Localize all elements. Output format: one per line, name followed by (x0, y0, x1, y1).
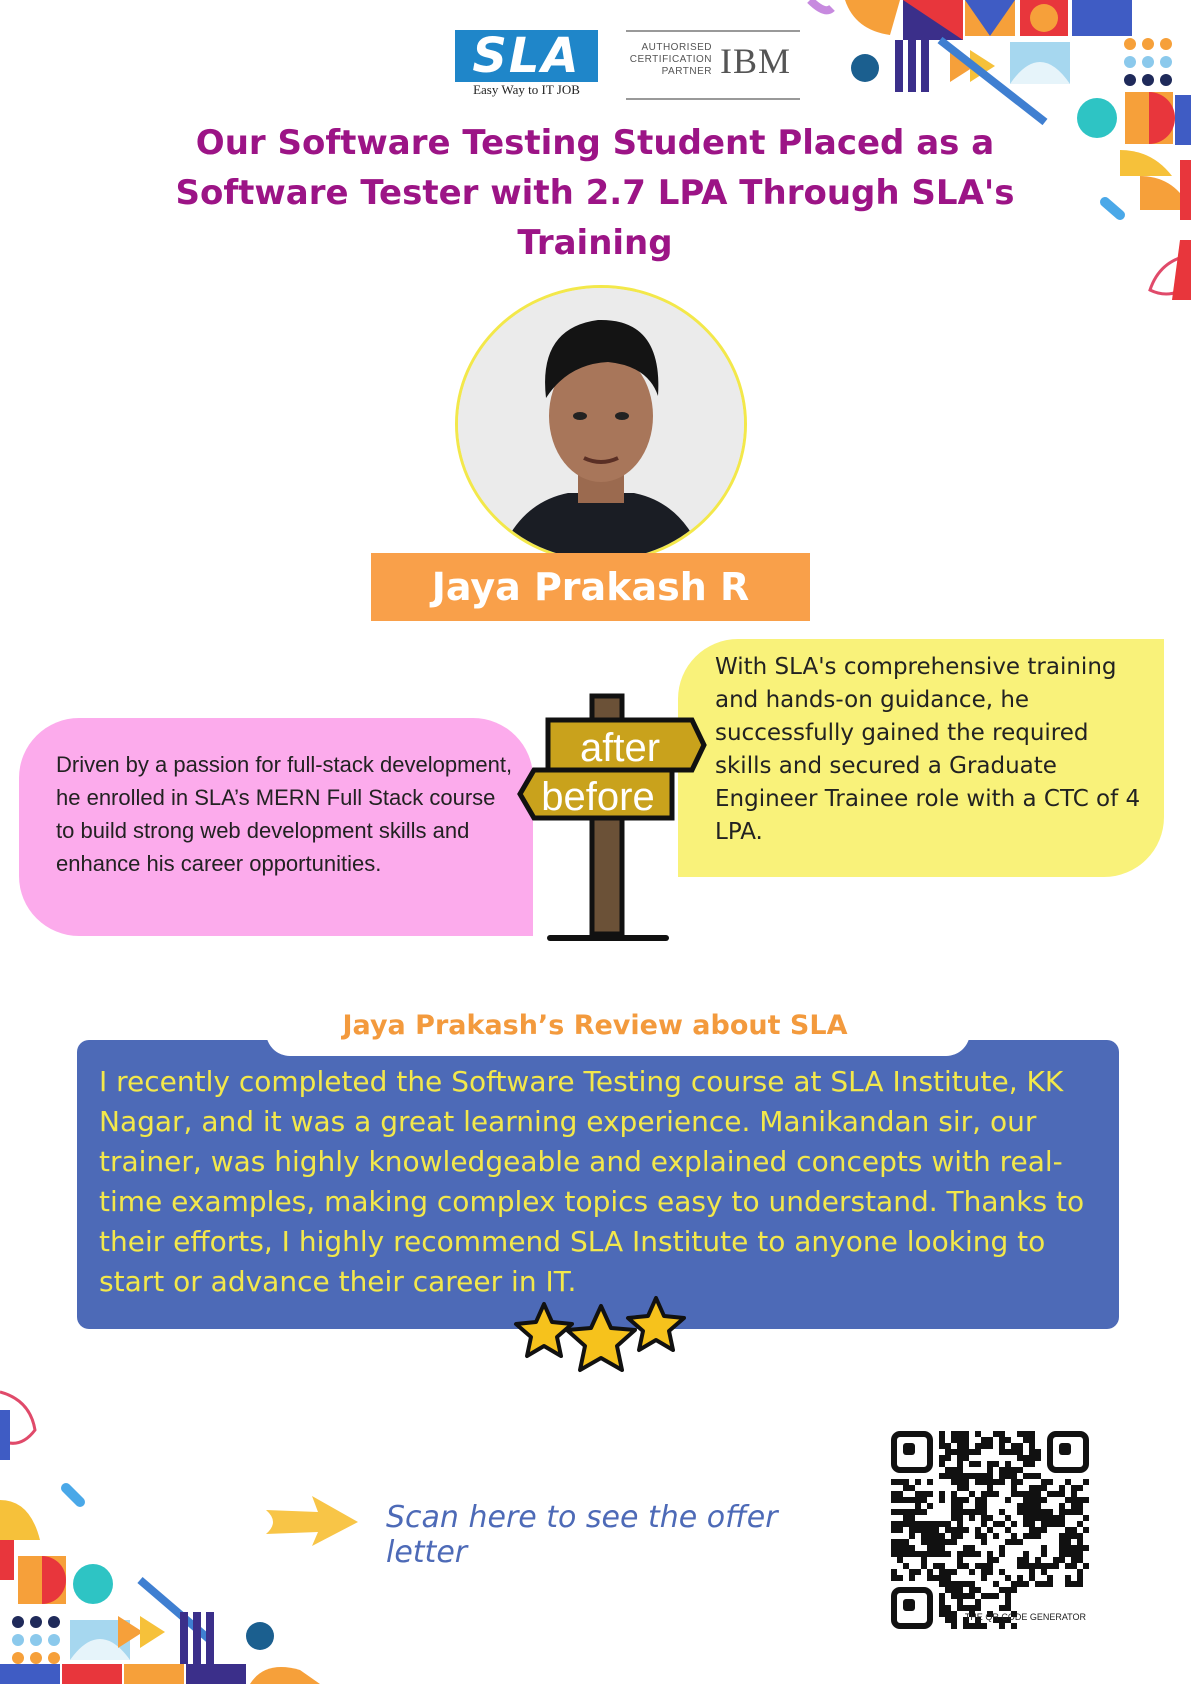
ibm-partner-line: AUTHORISED CERTIFICATION PARTNER (629, 42, 712, 77)
sla-logo (455, 30, 598, 98)
before-description-box (19, 718, 533, 936)
ibm-wordmark: IBM (720, 41, 792, 81)
arrow-right-icon (262, 1494, 362, 1549)
sla-logo-text: SLA (472, 28, 581, 84)
student-photo (455, 285, 747, 563)
student-portrait-icon (458, 288, 744, 560)
qr-code[interactable] (890, 1430, 1090, 1630)
signpost-icon (514, 688, 714, 948)
page-headline: Our Software Testing Student Placed as a Software Tester with 2.7 LPA Through SLA's Training (175, 123, 1015, 263)
after-sign-label: after (579, 726, 661, 770)
after-description-box (678, 639, 1164, 877)
review-title: Jaya Prakash’s Review about SLA (342, 1010, 848, 1041)
scan-instruction: Scan here to see the offer letter (386, 1500, 778, 1570)
before-sign (520, 770, 672, 819)
qr-caption: THE QR CODE GENERATOR (964, 1612, 1086, 1622)
review-text: I recently completed the Software Testing course at SLA Institute, KK Nagar, and it was a great learning experience. Manikandan sir, our trainer, was highly knowledgeable and explained concepts with real-time examples, making complex topics easy to understand. Thanks to their efforts, I highly recommend SLA Institute to anyone looking to start or advance their career in IT. (99, 1065, 1085, 1298)
student-name: Jaya Prakash R (431, 565, 750, 609)
star-icon (516, 1304, 572, 1356)
before-description: Driven by a passion for full-stack development, he enrolled in SLA’s MERN Full Stack course to build strong web development skills and enhance his career opportunities. (56, 752, 513, 876)
sla-tagline: Easy Way to IT JOB (473, 82, 580, 97)
star-icon (567, 1306, 635, 1370)
ibm-partner-logo (626, 30, 800, 100)
student-name-bar (371, 553, 810, 621)
after-sign (548, 720, 704, 770)
rating-stars (512, 1284, 692, 1374)
star-icon (628, 1298, 684, 1350)
after-description: With SLA's comprehensive training and hands-on guidance, he successfully gained the required skills and secured a Graduate Engineer Trainee role with a CTC of 4 LPA. (715, 654, 1141, 845)
before-sign-label: before (541, 775, 655, 819)
